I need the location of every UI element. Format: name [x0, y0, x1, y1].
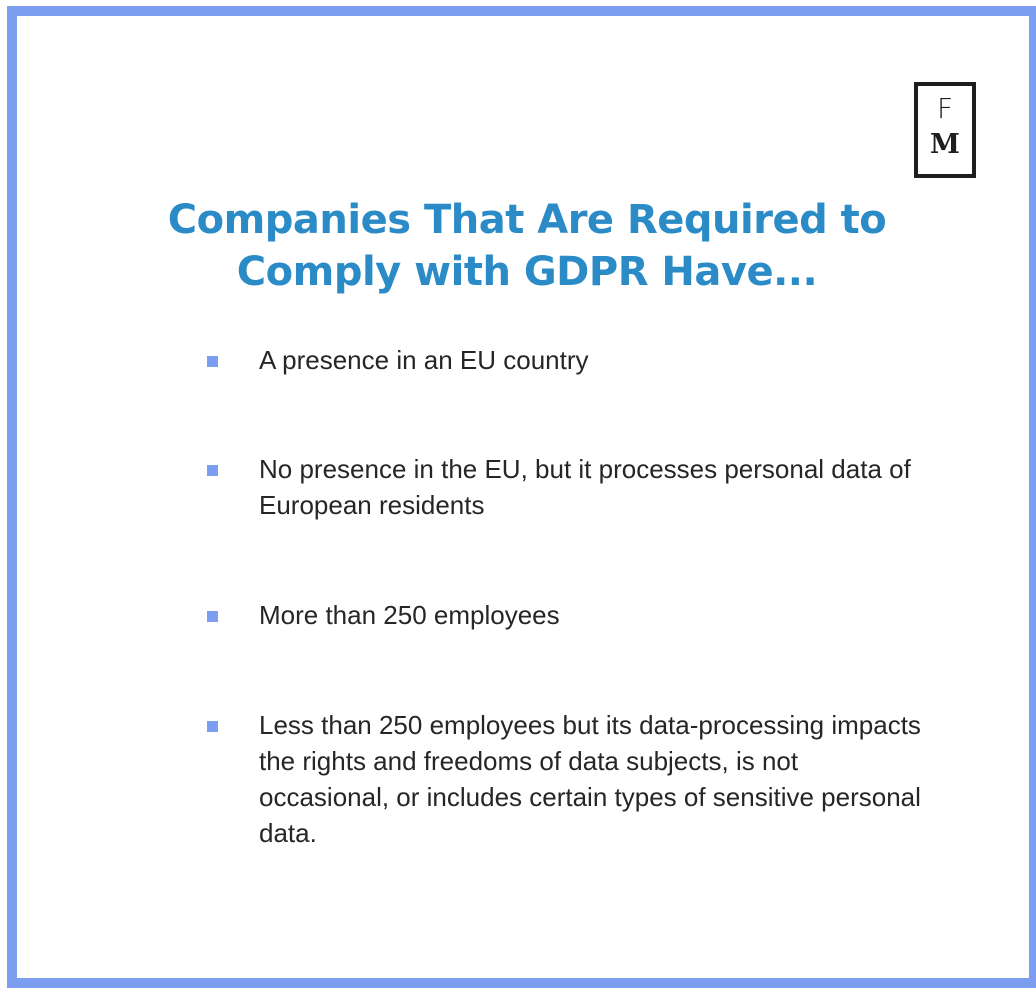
list-item-text: No presence in the EU, but it processes personal data of European residents: [259, 454, 911, 520]
list-item-text: A presence in an EU country: [259, 345, 589, 375]
list-item: [193, 451, 933, 523]
list-item: [193, 597, 560, 633]
fm-logo: [914, 82, 976, 178]
square-bullet-icon: [207, 721, 218, 732]
logo-letter-f: F: [936, 92, 954, 125]
list-item-text: More than 250 employees: [259, 600, 560, 630]
list-item: [193, 342, 589, 378]
card-frame: [7, 6, 1036, 988]
square-bullet-icon: [207, 465, 218, 476]
list-item-text: Less than 250 employees but its data-processing impacts the rights and freedoms of data subjects, is not occasional, or includes certain types of sensitive personal data.: [259, 710, 921, 848]
square-bullet-icon: [207, 356, 218, 367]
square-bullet-icon: [207, 611, 218, 622]
title-line-2: Comply with GDPR Have...: [236, 249, 818, 295]
list-item: [193, 707, 933, 851]
logo-letter-m: M: [930, 129, 960, 160]
title-line-1: Companies That Are Required to: [167, 197, 887, 243]
page-title: [97, 194, 957, 298]
